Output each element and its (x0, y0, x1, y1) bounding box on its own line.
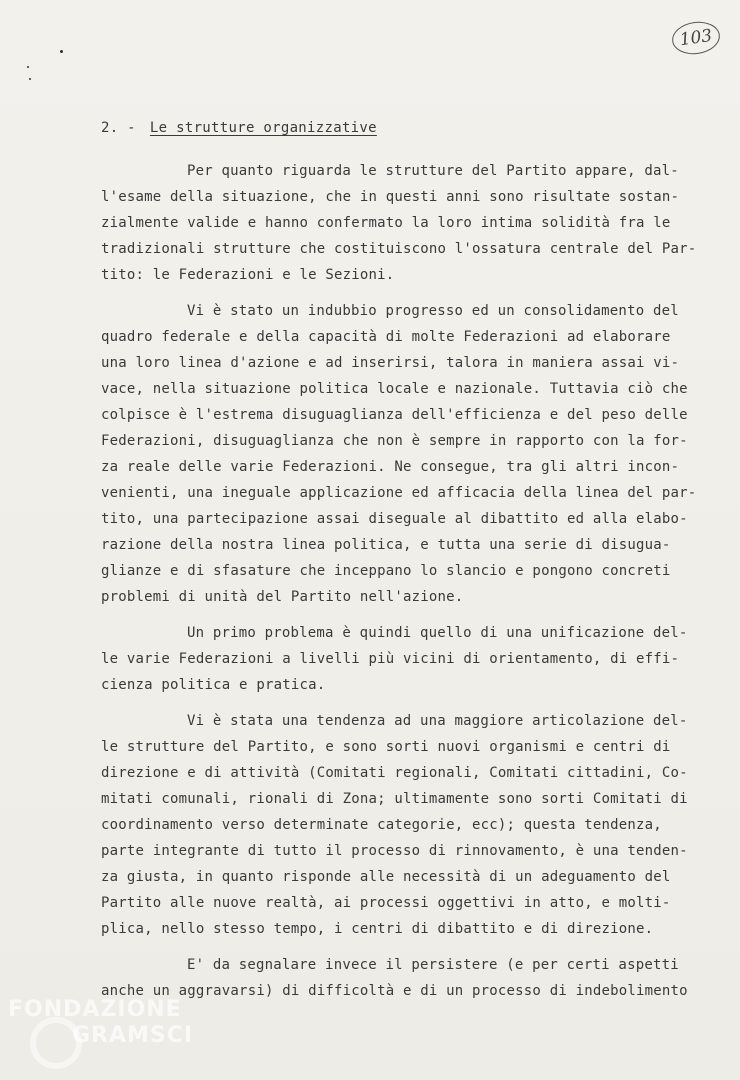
text-line: plica, nello stesso tempo, i centri di dibattito e di direzione. (101, 921, 654, 937)
watermark-logo (0, 995, 200, 1075)
text-line: vace, nella situazione politica locale e nazionale. Tuttavia ciò che (101, 381, 688, 397)
text-line: le strutture del Partito, e sono sorti nuovi organismi e centri di (101, 739, 671, 755)
text-line: coordinamento verso determinate categorie, ecc); questa tendenza, (101, 817, 662, 833)
text-line: quadro federale e della capacità di molte Federazioni ad elaborare (101, 329, 671, 345)
text-line: tito, una partecipazione assai diseguale al dibattito ed alla elabo- (101, 511, 688, 527)
text-line: anche un aggravarsi) di difficoltà e di un processo di indebolimento (101, 983, 688, 999)
text-line: E' da segnalare invece il persistere (e per certi aspetti (187, 957, 679, 973)
page-number-stamp: 103 (670, 19, 722, 57)
watermark-text: FONDAZIONE (8, 997, 182, 1022)
text-line: colpisce è l'estrema disuguaglianza dell'efficienza e del peso delle (101, 407, 688, 423)
section-title: Le strutture organizzative (149, 120, 377, 136)
text-line: razione della nostra linea politica, e tutta una serie di disugua- (101, 537, 671, 553)
text-line: direzione e di attività (Comitati regionali, Comitati cittadini, Co- (101, 765, 688, 781)
watermark-text: GRAMSCI (72, 1023, 194, 1048)
text-line: le varie Federazioni a livelli più vicini di orientamento, di effi- (101, 651, 680, 667)
text-line: parte integrante di tutto il processo di rinnovamento, è una tenden- (101, 843, 688, 859)
text-line: cienza politica e pratica. (101, 677, 326, 693)
text-line: mitati comunali, rionali di Zona; ultimamente sono sorti Comitati di (101, 791, 688, 807)
text-line: Federazioni, disuguaglianza che non è sempre in rapporto con la for- (101, 433, 688, 449)
text-line: glianze e di sfasature che inceppano lo slancio e pongono concreti (101, 563, 671, 579)
text-line: Vi è stata una tendenza ad una maggiore articolazione del- (187, 713, 688, 729)
section-heading (101, 120, 377, 136)
text-line: problemi di unità del Partito nell'azione. (101, 589, 464, 605)
text-line: tradizionali strutture che costituiscono l'ossatura centrale del Par- (101, 241, 697, 257)
text-line: za giusta, in quanto risponde alle necessità di un adeguamento del (101, 869, 671, 885)
section-number: 2. - (101, 120, 136, 136)
text-line: l'esame della situazione, che in questi anni sono risultate sostan- (101, 189, 680, 205)
text-line: zialmente valide e hanno confermato la loro intima solidità fra le (101, 215, 671, 231)
text-line: Per quanto riguarda le strutture del Partito appare, dal- (187, 163, 679, 179)
text-line: Un primo problema è quindi quello di una unificazione del- (187, 625, 688, 641)
text-line: una loro linea d'azione e ad inserirsi, talora in maniera assai vi- (101, 355, 680, 371)
text-line: Vi è stato un indubbio progresso ed un consolidamento del (187, 303, 679, 319)
text-line: tito: le Federazioni e le Sezioni. (101, 267, 395, 283)
text-line: za reale delle varie Federazioni. Ne consegue, tra gli altri incon- (101, 459, 680, 475)
text-line: Partito alle nuove realtà, ai processi oggettivi in atto, e molti- (101, 895, 671, 911)
text-line: venienti, una ineguale applicazione ed afficacia della linea del par- (101, 485, 697, 501)
